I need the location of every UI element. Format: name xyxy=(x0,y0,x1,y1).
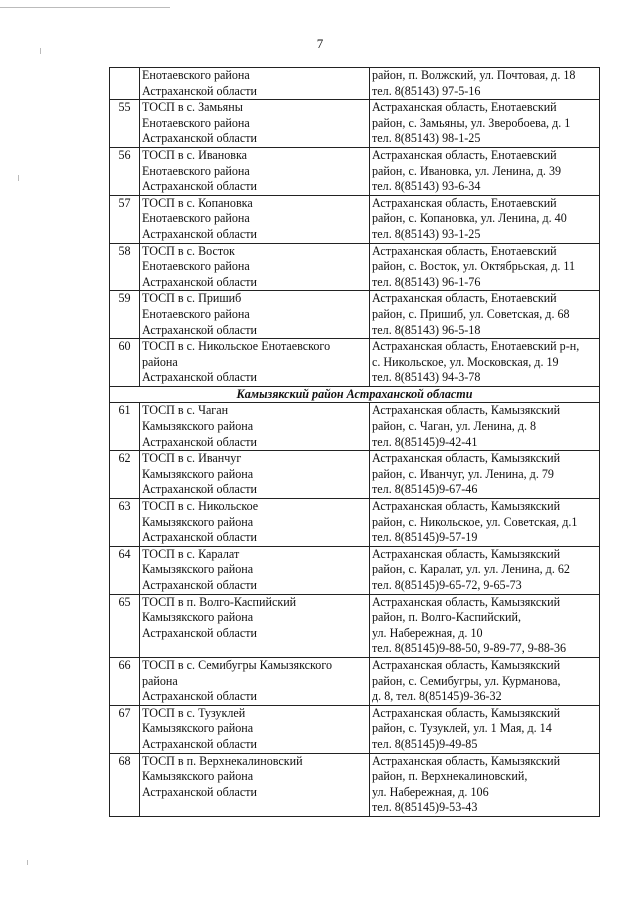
organization-name-line: района xyxy=(142,354,178,369)
organization-name-cell xyxy=(140,291,370,339)
organization-name-line: Камызякского района xyxy=(142,721,254,736)
address-cell xyxy=(370,147,600,195)
organization-name-line: Астраханской области xyxy=(142,530,257,545)
organization-name-line: Астраханской области xyxy=(142,736,257,751)
row-number: 65 xyxy=(110,594,140,657)
table-row xyxy=(110,594,600,657)
address-cell xyxy=(370,546,600,594)
organizations-table xyxy=(109,67,600,817)
row-number: 67 xyxy=(110,705,140,753)
table-row xyxy=(110,657,600,705)
table-row xyxy=(110,100,600,148)
row-number: 63 xyxy=(110,499,140,547)
address-line: район, с. Никольское, ул. Советская, д.1 xyxy=(372,514,578,529)
organization-name-line: Енотаевского района xyxy=(142,163,250,178)
address-line: тел. 8(85145)9-49-85 xyxy=(372,736,478,751)
row-number: 66 xyxy=(110,657,140,705)
address-line: ул. Набережная, д. 106 xyxy=(372,784,489,799)
organization-name-line: Енотаевского района xyxy=(142,211,250,226)
address-line: тел. 8(85145)9-67-46 xyxy=(372,482,478,497)
address-cell xyxy=(370,68,600,100)
table-row xyxy=(110,705,600,753)
organization-name-line: района xyxy=(142,673,178,688)
address-cell xyxy=(370,499,600,547)
organization-name-cell xyxy=(140,195,370,243)
organization-name-line: ТОСП в п. Верхнекалиновский xyxy=(142,753,303,768)
address-line: тел. 8(85145)9-42-41 xyxy=(372,434,478,449)
table-row xyxy=(110,753,600,816)
address-line: тел. 8(85143) 94-3-78 xyxy=(372,370,481,385)
address-cell xyxy=(370,451,600,499)
address-line: район, с. Копановка, ул. Ленина, д. 40 xyxy=(372,211,567,226)
address-line: район, с. Семибугры, ул. Курманова, xyxy=(372,673,561,688)
organization-name-cell xyxy=(140,68,370,100)
organization-name-line: ТОСП в с. Замьяны xyxy=(142,100,243,115)
section-title: Камызякский район Астраханской области xyxy=(110,386,600,403)
address-line: район, с. Тузуклей, ул. 1 Мая, д. 14 xyxy=(372,721,552,736)
row-number: 60 xyxy=(110,339,140,387)
organization-name-line: Енотаевского района xyxy=(142,306,250,321)
organization-name-cell xyxy=(140,243,370,291)
address-line: д. 8, тел. 8(85145)9-36-32 xyxy=(372,689,502,704)
address-line: район, с. Иванчуг, ул. Ленина, д. 79 xyxy=(372,466,554,481)
address-line: Астраханская область, Енотаевский xyxy=(372,100,557,115)
address-line: ул. Набережная, д. 10 xyxy=(372,625,483,640)
organization-name-line: Енотаевского района xyxy=(142,259,250,274)
row-number: 58 xyxy=(110,243,140,291)
row-number: 57 xyxy=(110,195,140,243)
address-line: тел. 8(85145)9-65-72, 9-65-73 xyxy=(372,578,522,592)
table-row xyxy=(110,243,600,291)
organization-name-line: Астраханской области xyxy=(142,784,257,799)
address-line: тел. 8(85143) 98-1-25 xyxy=(372,131,481,146)
organization-name-line: Астраханской области xyxy=(142,482,257,497)
address-cell xyxy=(370,243,600,291)
organization-name-cell xyxy=(140,451,370,499)
organization-name-line: ТОСП в с. Чаган xyxy=(142,403,229,418)
organization-name-cell xyxy=(140,657,370,705)
organization-name-cell xyxy=(140,403,370,451)
enotaevsky-rows xyxy=(110,68,600,387)
organization-name-line: Астраханской области xyxy=(142,434,257,449)
address-line: тел. 8(85143) 96-5-18 xyxy=(372,322,481,337)
row-number xyxy=(110,68,140,100)
address-line: тел. 8(85143) 96-1-76 xyxy=(372,274,481,289)
address-line: район, с. Пришиб, ул. Советская, д. 68 xyxy=(372,306,570,321)
table-row xyxy=(110,291,600,339)
address-cell xyxy=(370,291,600,339)
organization-name-cell xyxy=(140,147,370,195)
organization-name-line: ТОСП в с. Иванчуг xyxy=(142,451,242,466)
address-line: с. Никольское, ул. Московская, д. 19 xyxy=(372,354,559,369)
table-row xyxy=(110,451,600,499)
organization-name-line: Енотаевского района xyxy=(142,115,250,130)
address-line: Астраханская область, Енотаевский р-н, xyxy=(372,339,580,354)
address-cell xyxy=(370,705,600,753)
address-line: Астраханская область, Камызякский xyxy=(372,403,561,418)
organization-name-line: Астраханской области xyxy=(142,131,257,146)
organization-name-line: ТОСП в с. Пришиб xyxy=(142,291,242,306)
address-cell xyxy=(370,403,600,451)
address-line: район, п. Волго-Каспийский, xyxy=(372,610,521,625)
table-row xyxy=(110,147,600,195)
address-line: Астраханская область, Камызякский xyxy=(372,594,561,609)
address-line: Астраханская область, Камызякский xyxy=(372,657,561,672)
address-cell xyxy=(370,657,600,705)
table-row xyxy=(110,195,600,243)
table-row xyxy=(110,68,600,100)
organization-name-line: ТОСП в с. Тузуклей xyxy=(142,705,246,720)
address-line: тел. 8(85143) 93-1-25 xyxy=(372,226,481,241)
organization-name-line: Астраханской области xyxy=(142,274,257,289)
row-number: 61 xyxy=(110,403,140,451)
address-line: тел. 8(85145)9-57-19 xyxy=(372,530,478,545)
kamyzyak-rows xyxy=(110,403,600,816)
organization-name-cell xyxy=(140,339,370,387)
organization-name-cell xyxy=(140,753,370,816)
scan-artifact xyxy=(0,7,170,8)
address-line: Астраханская область, Енотаевский xyxy=(372,291,557,306)
organization-name-line: Астраханской области xyxy=(142,322,257,337)
organization-name-line: Камызякского района xyxy=(142,769,254,784)
organization-name-line: ТОСП в с. Ивановка xyxy=(142,147,248,162)
organization-name-cell xyxy=(140,546,370,594)
address-line: район, с. Каралат, ул. ул. Ленина, д. 62 xyxy=(372,562,570,577)
row-number: 56 xyxy=(110,147,140,195)
address-line: тел. 8(85143) 97-5-16 xyxy=(372,83,481,98)
address-line: Астраханская область, Енотаевский xyxy=(372,147,557,162)
address-line: район, с. Замьяны, ул. Зверобоева, д. 1 xyxy=(372,115,571,130)
organization-name-line: ТОСП в с. Каралат xyxy=(142,546,240,561)
organization-name-line: ТОСП в с. Семибугры Камызякского xyxy=(142,657,333,672)
organization-name-line: Камызякского района xyxy=(142,514,254,529)
address-line: район, с. Чаган, ул. Ленина, д. 8 xyxy=(372,419,537,434)
organization-name-line: Астраханской области xyxy=(142,578,257,592)
address-line: Астраханская область, Камызякский xyxy=(372,705,561,720)
section-header-row xyxy=(110,386,600,403)
address-line: тел. 8(85145)9-53-43 xyxy=(372,800,478,815)
row-number: 62 xyxy=(110,451,140,499)
address-line: Астраханская область, Камызякский xyxy=(372,451,561,466)
organization-name-line: ТОСП в с. Восток xyxy=(142,243,235,258)
address-line: Астраханская область, Енотаевский xyxy=(372,195,557,210)
organization-name-line: Астраханской области xyxy=(142,689,257,704)
organization-name-line: Камызякского района xyxy=(142,419,254,434)
address-line: тел. 8(85143) 93-6-34 xyxy=(372,179,481,194)
organization-name-line: Астраханской области xyxy=(142,370,257,385)
scan-artifact xyxy=(18,175,19,181)
address-line: район, с. Восток, ул. Октябрьская, д. 11 xyxy=(372,259,576,274)
organization-name-line: Камызякского района xyxy=(142,562,254,577)
organization-name-line: Астраханской области xyxy=(142,226,257,241)
organization-name-line: Астраханской области xyxy=(142,179,257,194)
address-line: район, п. Верхнекалиновский, xyxy=(372,769,528,784)
organization-name-line: ТОСП в с. Никольское Енотаевского xyxy=(142,339,331,354)
address-line: Астраханская область, Камызякский xyxy=(372,753,561,768)
address-cell xyxy=(370,753,600,816)
table-row xyxy=(110,339,600,387)
organization-name-cell xyxy=(140,594,370,657)
table-row xyxy=(110,403,600,451)
address-line: Астраханская область, Камызякский xyxy=(372,499,561,514)
address-line: район, с. Ивановка, ул. Ленина, д. 39 xyxy=(372,163,562,178)
organization-name-cell xyxy=(140,705,370,753)
address-cell xyxy=(370,339,600,387)
page-number: 7 xyxy=(316,36,324,51)
address-line: район, п. Волжский, ул. Почтовая, д. 18 xyxy=(372,68,576,82)
organization-name-line: ТОСП в с. Никольское xyxy=(142,499,259,514)
organization-name-cell xyxy=(140,499,370,547)
row-number: 59 xyxy=(110,291,140,339)
organization-name-cell xyxy=(140,100,370,148)
organization-name-line: Камызякского района xyxy=(142,610,254,625)
address-cell xyxy=(370,594,600,657)
organization-name-line: Астраханской области xyxy=(142,625,257,640)
organization-name-line: Астраханской области xyxy=(142,83,257,98)
row-number: 64 xyxy=(110,546,140,594)
organization-name-line: ТОСП в с. Копановка xyxy=(142,195,253,210)
scan-artifact xyxy=(27,860,28,865)
address-line: Астраханская область, Камызякский xyxy=(372,546,561,561)
address-line: тел. 8(85145)9-88-50, 9-89-77, 9-88-36 xyxy=(372,641,567,656)
address-cell xyxy=(370,100,600,148)
address-cell xyxy=(370,195,600,243)
table-row xyxy=(110,546,600,594)
organization-name-line: Енотаевского района xyxy=(142,68,250,82)
row-number: 55 xyxy=(110,100,140,148)
organization-name-line: ТОСП в п. Волго-Каспийский xyxy=(142,594,297,609)
address-line: Астраханская область, Енотаевский xyxy=(372,243,557,258)
organization-name-line: Камызякского района xyxy=(142,466,254,481)
table-row xyxy=(110,499,600,547)
row-number: 68 xyxy=(110,753,140,816)
